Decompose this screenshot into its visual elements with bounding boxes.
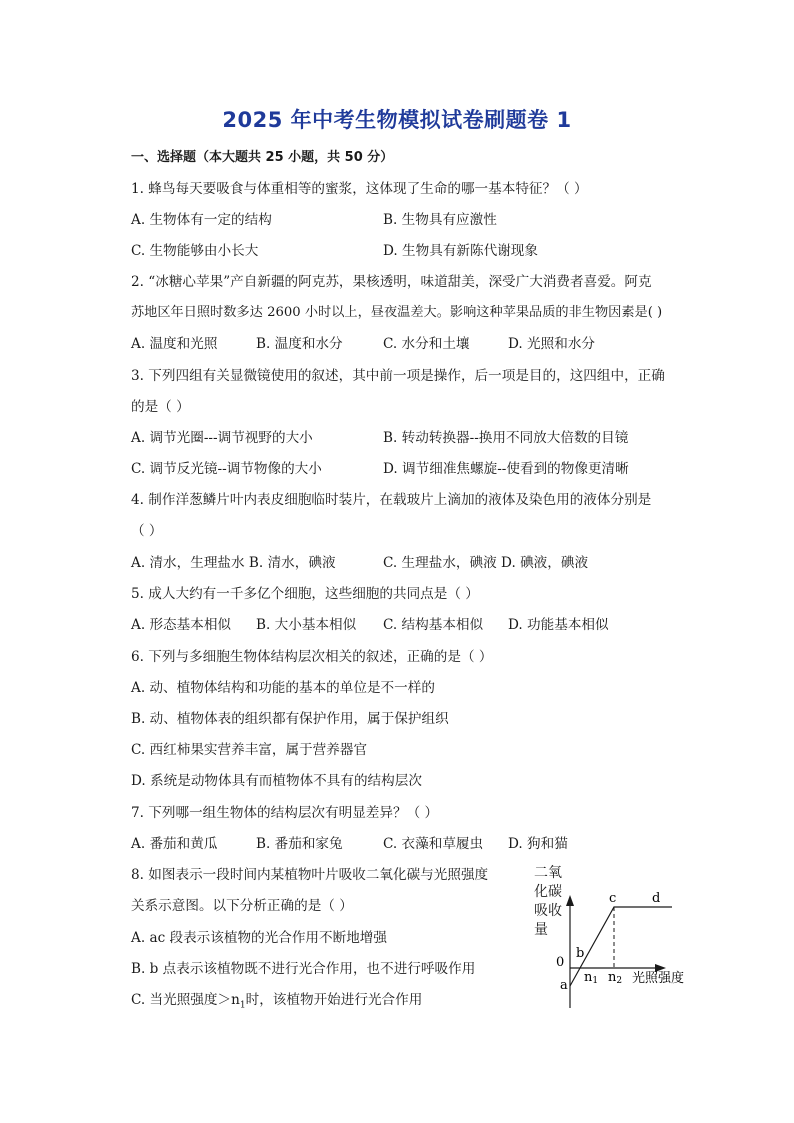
q8-option-c (131, 988, 422, 1011)
question-3-stem-line1: 3. 下列四组有关显微镜使用的叙述，其中前一项是操作，后一项是目的，这四组中，正确 (131, 368, 665, 384)
n1-label (584, 970, 598, 986)
question-3-stem-line2: 的是（ ） (131, 399, 190, 415)
n1-label-subscript: 1 (592, 976, 599, 986)
question-4-stem-line2: （ ） (131, 523, 163, 539)
q6-option-d: D. 系统是动物体具有而植物体不具有的结构层次 (131, 773, 422, 789)
question-7-stem: 7. 下列哪一组生物体的结构层次有明显差异？（ ） (131, 805, 439, 821)
q7-option-d: D. 狗和猫 (508, 836, 568, 852)
q8-option-c-text-end: 时，该植物开始进行光合作用 (245, 992, 423, 1008)
q2-option-d: D. 光照和水分 (508, 336, 596, 352)
q1-option-a: A. 生物体有一定的结构 (131, 212, 272, 228)
q8-option-c-text: C. 当光照强度＞n (131, 992, 240, 1008)
n2-label-main: n (608, 970, 617, 985)
question-8-stem-line2: 关系示意图。以下分析正确的是（ ） (131, 898, 353, 914)
q3-option-c: C. 调节反光镜--调节物像的大小 (131, 461, 322, 477)
q5-option-a: A. 形态基本相似 (131, 617, 232, 633)
question-6-stem: 6. 下列与多细胞生物体结构层次相关的叙述，正确的是（ ） (131, 649, 493, 665)
question-8-stem-line1: 8. 如图表示一段时间内某植物叶片吸收二氧化碳与光照强度 (131, 867, 489, 883)
q1-option-d: D. 生物具有新陈代谢现象 (383, 243, 538, 259)
y-axis-label-line-4: 量 (534, 922, 548, 938)
q7-option-c: C. 衣藻和草履虫 (383, 836, 484, 852)
q6-option-c: C. 西红柿果实营养丰富，属于营养器官 (131, 742, 368, 758)
question-2-stem-line1: 2. “冰糖心苹果”产自新疆的阿克苏，果核透明，味道甜美，深受广大消费者喜爱。阿克 (131, 274, 652, 290)
co2-light-diagram (528, 858, 698, 1010)
point-b-label: b (576, 946, 585, 961)
y-axis-label-line-1: 二氧 (534, 865, 562, 881)
q3-option-d: D. 调节细准焦螺旋--使看到的物像更清晰 (383, 461, 629, 477)
question-2-stem-line2: 苏地区年日照时数多达 2600 小时以上，昼夜温差大。影响这种苹果品质的非生物因素是( ) (131, 305, 663, 320)
q2-option-c: C. 水分和土壤 (383, 336, 470, 352)
q8-option-a: A. ac 段表示该植物的光合作用不断地增强 (131, 930, 387, 946)
q2-option-a: A. 温度和光照 (131, 336, 218, 352)
question-4-stem-line1: 4. 制作洋葱鳞片叶内表皮细胞临时装片，在载玻片上滴加的液体及染色用的液体分别是 (131, 492, 652, 508)
q5-option-b: B. 大小基本相似 (256, 617, 357, 633)
point-d-label: d (652, 891, 661, 906)
n1-label-main: n (584, 970, 593, 985)
q7-option-b: B. 番茄和家兔 (256, 836, 343, 852)
point-a-label: a (560, 978, 568, 993)
q8-option-b: B. b 点表示该植物既不进行光合作用，也不进行呼吸作用 (131, 961, 476, 977)
point-c-label: c (609, 891, 617, 906)
q5-option-c: C. 结构基本相似 (383, 617, 484, 633)
origin-label: 0 (556, 955, 565, 970)
q3-option-a: A. 调节光圈---调节视野的大小 (131, 430, 313, 446)
q4-option-a-b: A. 清水，生理盐水 B. 清水，碘液 (131, 555, 336, 571)
y-axis-label-line-2: 化碳 (534, 884, 562, 900)
q1-option-b: B. 生物具有应激性 (383, 212, 497, 228)
q8-option-c-subscript: 1 (239, 1000, 246, 1011)
n2-label-subscript: 2 (616, 976, 623, 986)
y-axis-label-line-3: 吸收 (534, 903, 562, 919)
q4-option-c-d: C. 生理盐水，碘液 D. 碘液，碘液 (383, 555, 589, 571)
y-axis-label (534, 865, 562, 938)
x-axis-label: 光照强度 (632, 971, 685, 986)
q1-option-c: C. 生物能够由小长大 (131, 243, 259, 259)
section-heading: 一、选择题（本大题共 25 小题，共 50 分） (131, 150, 394, 165)
question-5-stem: 5. 成人大约有一千多亿个细胞，这些细胞的共同点是（ ） (131, 586, 479, 602)
q6-option-b: B. 动、植物体表的组织都有保护作用，属于保护组织 (131, 711, 449, 727)
page-title: 2025 年中考生物模拟试卷刷题卷 1 (222, 108, 572, 132)
n2-label (608, 970, 622, 986)
q5-option-d: D. 功能基本相似 (508, 617, 609, 633)
q2-option-b: B. 温度和水分 (256, 336, 343, 352)
q7-option-a: A. 番茄和黄瓜 (131, 836, 218, 852)
q3-option-b: B. 转动转换器--换用不同放大倍数的目镜 (383, 430, 629, 446)
question-1-stem: 1. 蜂鸟每天要吸食与体重相等的蜜浆，这体现了生命的哪一基本特征？（ ） (131, 181, 588, 197)
y-axis-arrow (566, 895, 574, 906)
q6-option-a: A. 动、植物体结构和功能的基本的单位是不一样的 (131, 680, 435, 696)
